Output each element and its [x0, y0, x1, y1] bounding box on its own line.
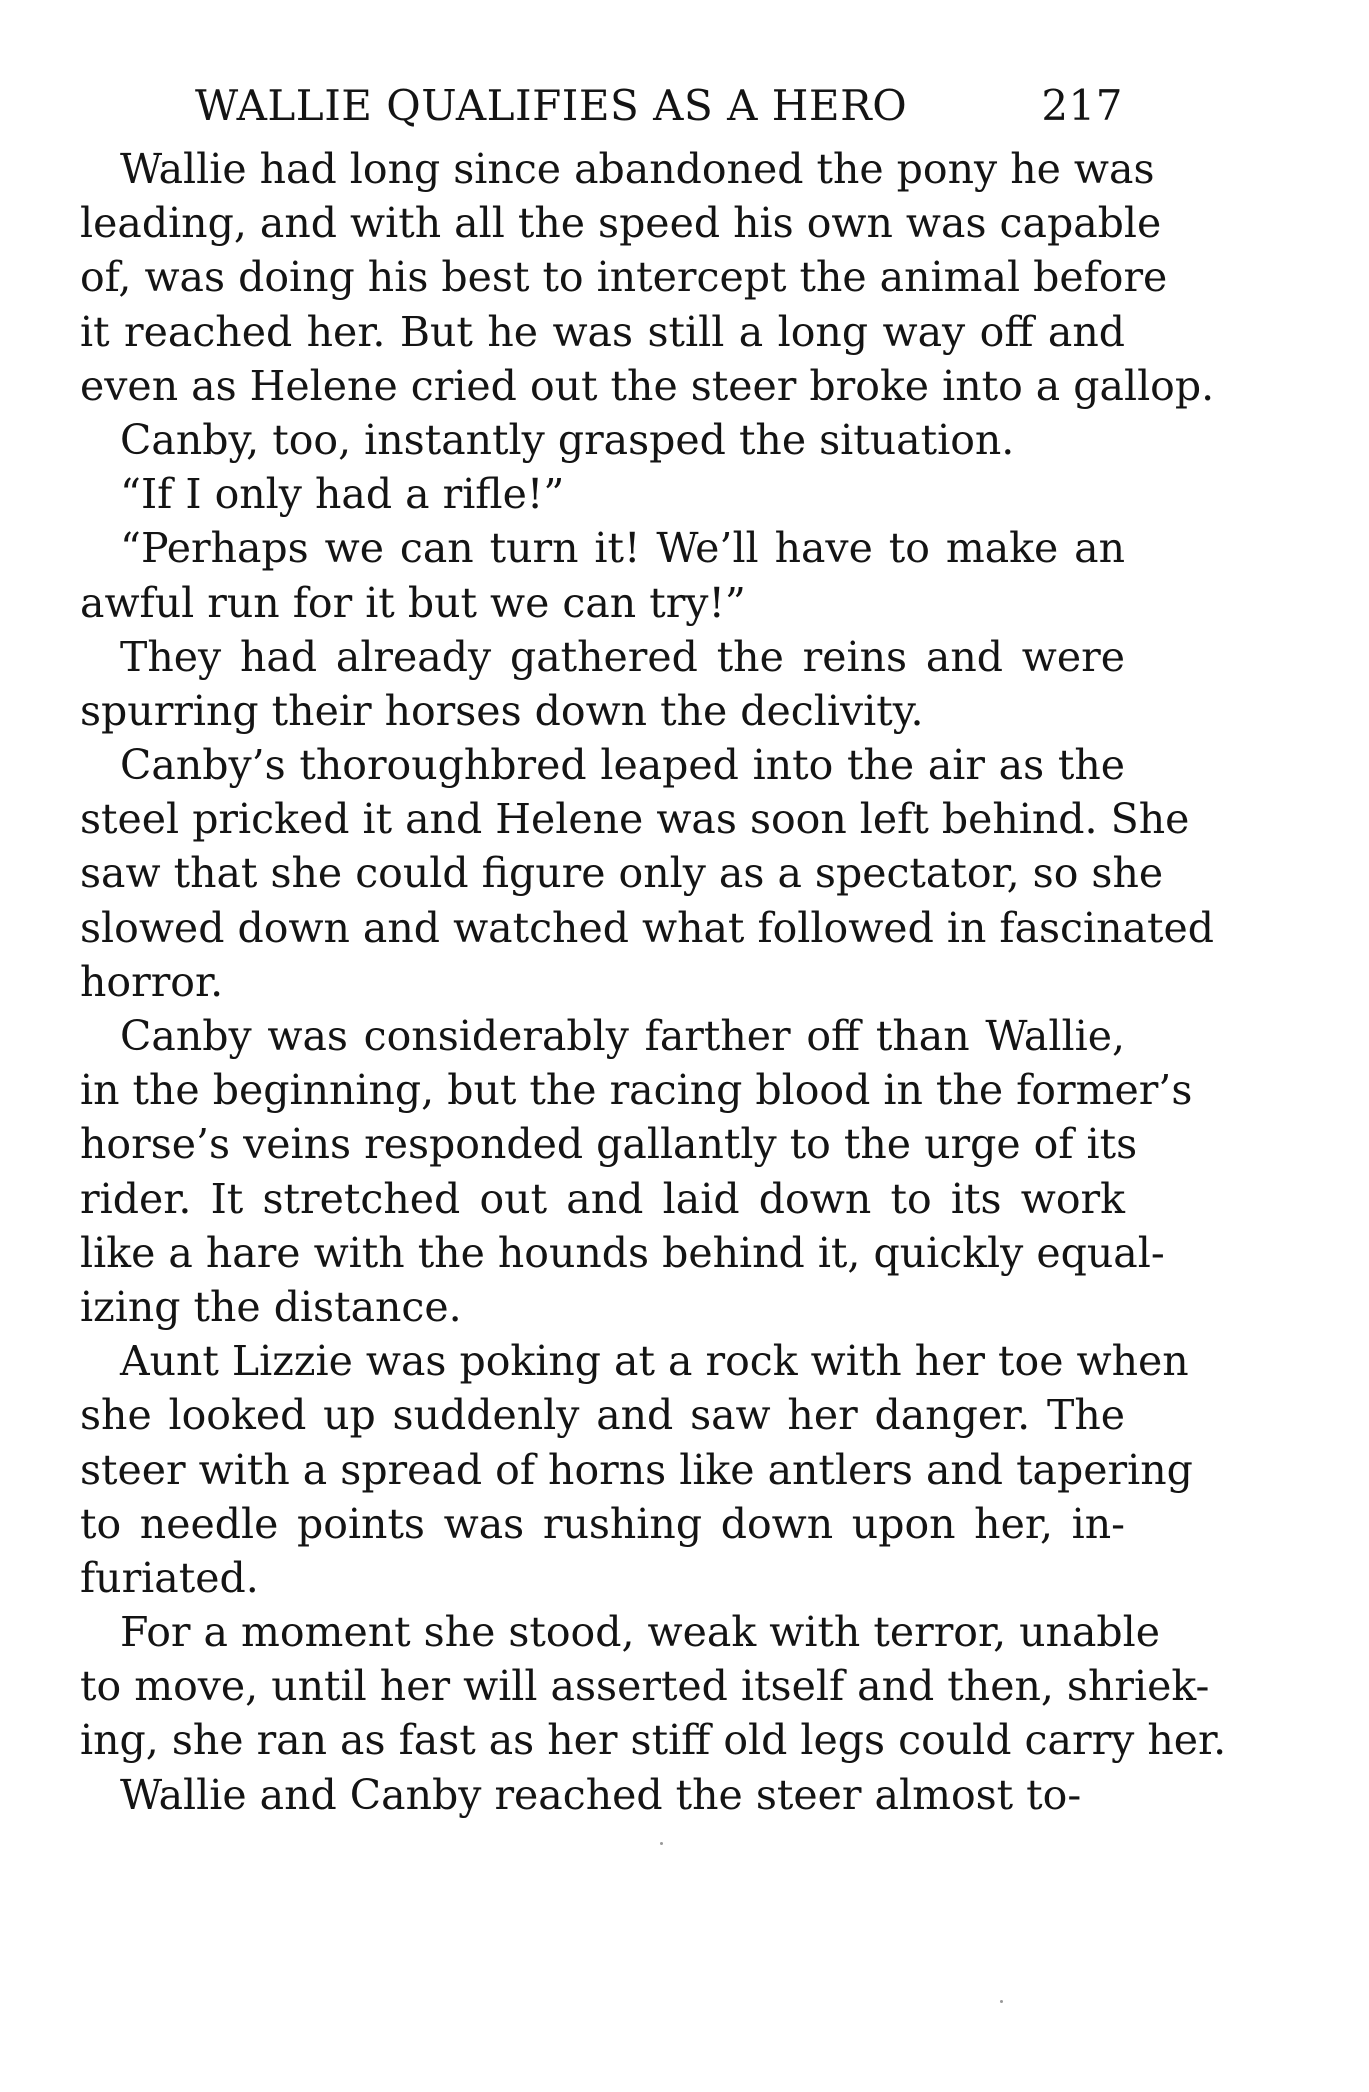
text-line: leading, and with all the speed his own was capable: [80, 199, 1162, 248]
text-line: “If I only had a rifle!”: [120, 470, 565, 519]
paragraph: [80, 142, 1215, 413]
paragraph: [80, 467, 1125, 521]
text-line: steer with a spread of horns like antlers and tapering: [80, 1445, 1193, 1494]
text-line: Wallie and Canby reached the steer almost to-: [120, 1770, 1082, 1819]
text-line: like a hare with the hounds behind it, quickly equal-: [80, 1228, 1165, 1277]
text-line: even as Helene cried out the steer broke into a gallop.: [80, 361, 1215, 410]
text-line: Aunt Lizzie was poking at a rock with her toe when: [120, 1337, 1189, 1386]
text-line: horse’s veins responded gallantly to the urge of its: [80, 1120, 1138, 1169]
text-line: she looked up suddenly and saw her danger. The: [80, 1391, 1125, 1440]
text-line: awful run for it but we can try!”: [80, 578, 746, 627]
text-line: For a moment she stood, weak with terror, unable: [120, 1608, 1161, 1657]
text-line: Wallie had long since abandoned the pony he was: [120, 145, 1155, 193]
text-line: in the beginning, but the racing blood in the former’s: [80, 1066, 1193, 1115]
paragraph: [80, 1605, 1227, 1768]
paragraph: [80, 738, 1214, 1009]
text-line: izing the distance.: [80, 1282, 462, 1331]
text-line: “Perhaps we can turn it! We’ll have to make an: [120, 524, 1125, 573]
paragraph: [80, 413, 1125, 467]
paragraph: [80, 630, 1125, 738]
text-line: steel pricked it and Helene was soon left behind. She: [80, 795, 1190, 844]
text-line: saw that she could figure only as a spectator, so she: [80, 849, 1164, 898]
scan-speck: [660, 1842, 663, 1845]
paragraph: [80, 1334, 1193, 1605]
paragraph: [80, 1768, 1125, 1822]
text-line: to needle points was rushing down upon her, in-: [80, 1499, 1125, 1548]
text-line: horror.: [80, 957, 224, 1006]
text-line: ing, she ran as fast as her stiff old legs could carry her.: [80, 1716, 1227, 1765]
paragraph: [80, 521, 1125, 629]
book-page: [80, 78, 1227, 1822]
text-line: slowed down and watched what followed in fascinated: [80, 903, 1214, 952]
page-number: 217: [1041, 81, 1123, 130]
body-text: [80, 142, 1227, 1822]
text-line: Canby was considerably farther off than Wallie,: [120, 1012, 1125, 1060]
text-line: of, was doing his best to intercept the animal before: [80, 253, 1168, 302]
text-line: spurring their horses down the declivity.: [80, 686, 924, 735]
paragraph: [80, 1009, 1193, 1334]
running-head: [80, 78, 1125, 142]
running-head-title: WALLIE QUALIFIES AS A HERO: [195, 81, 908, 130]
text-line: Canby’s thoroughbred leaped into the air as the: [120, 741, 1125, 790]
text-line: furiated.: [80, 1553, 259, 1602]
text-line: to move, until her will asserted itself and then, shriek-: [80, 1662, 1210, 1711]
text-line: Canby, too, instantly grasped the situation.: [120, 415, 1015, 464]
text-line: rider. It stretched out and laid down to its work: [80, 1174, 1125, 1223]
text-line: They had already gathered the reins and were: [120, 632, 1125, 681]
scan-speck: [1000, 2000, 1003, 2003]
text-line: it reached her. But he was still a long way off and: [80, 307, 1125, 356]
